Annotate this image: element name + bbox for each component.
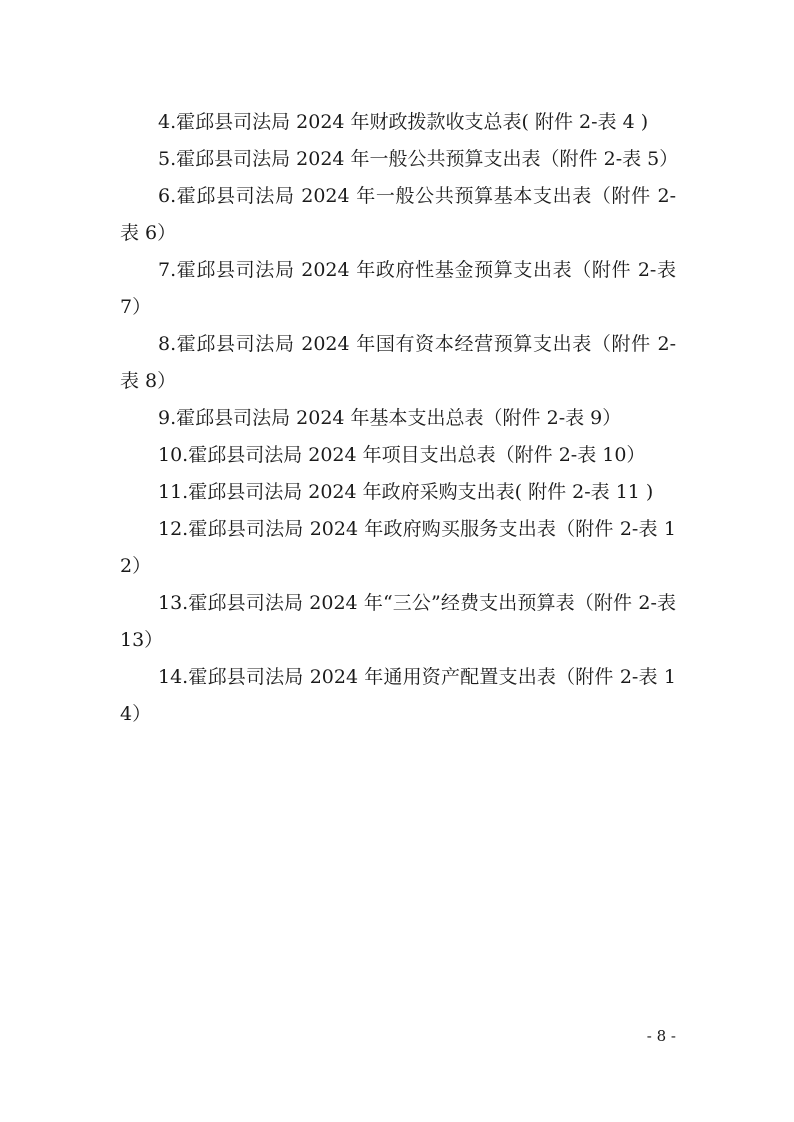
list-item: 13.霍邱县司法局 2024 年“三公”经费支出预算表（附件 2-表 13） xyxy=(120,592,676,651)
list-item: 9.霍邱县司法局 2024 年基本支出总表（附件 2-表 9） xyxy=(158,407,622,429)
list-item: 10.霍邱县司法局 2024 年项目支出总表（附件 2-表 10） xyxy=(158,444,646,466)
list-item: 14.霍邱县司法局 2024 年通用资产配置支出表（附件 2-表 14） xyxy=(120,666,676,725)
page-number: - 8 - xyxy=(646,1027,676,1045)
list-item: 7.霍邱县司法局 2024 年政府性基金预算支出表（附件 2-表 7） xyxy=(120,259,676,318)
list-item: 12.霍邱县司法局 2024 年政府购买服务支出表（附件 2-表 12） xyxy=(120,518,676,577)
list-item: 11.霍邱县司法局 2024 年政府采购支出表( 附件 2-表 11 ) xyxy=(158,481,654,503)
list-item: 4.霍邱县司法局 2024 年财政拨款收支总表( 附件 2-表 4 ) xyxy=(158,111,649,133)
attachment-list xyxy=(120,104,679,733)
list-item: 8.霍邱县司法局 2024 年国有资本经营预算支出表（附件 2-表 8） xyxy=(120,333,676,392)
list-item: 6.霍邱县司法局 2024 年一般公共预算基本支出表（附件 2-表 6） xyxy=(120,185,676,244)
list-item: 5.霍邱县司法局 2024 年一般公共预算支出表（附件 2-表 5） xyxy=(158,148,679,170)
